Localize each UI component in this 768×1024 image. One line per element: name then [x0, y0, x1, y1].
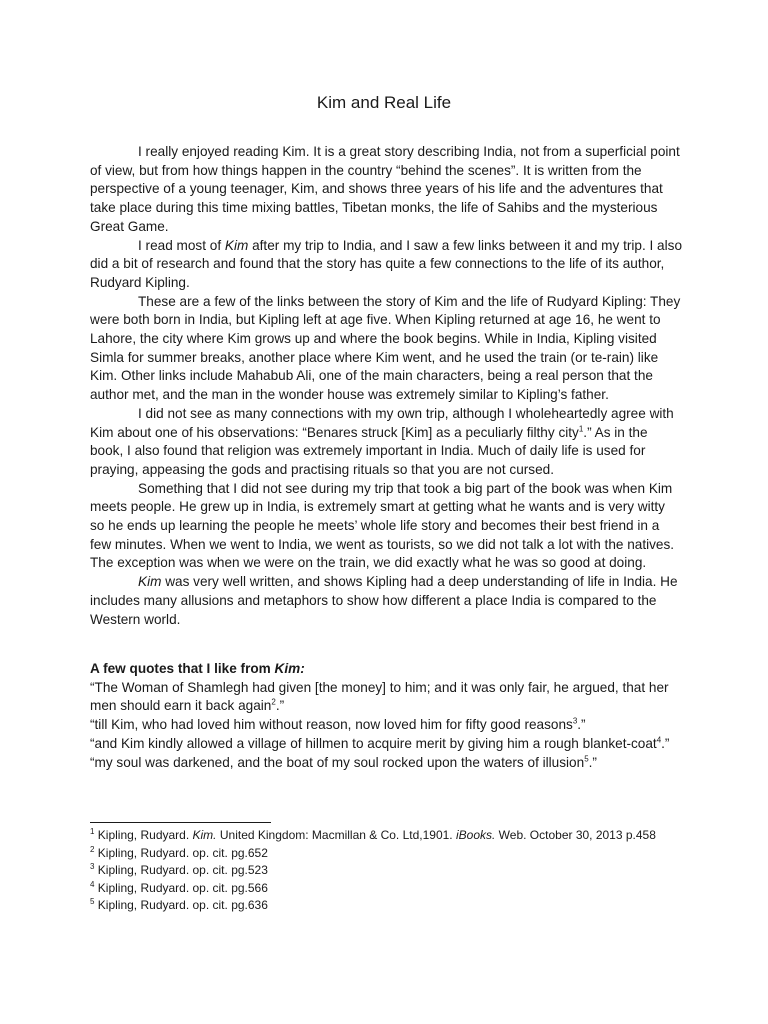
footnote-1-text-a: Kipling, Rudyard.: [94, 828, 193, 842]
quote-4: [90, 754, 682, 773]
footnote-2-text: Kipling, Rudyard. op. cit. pg.652: [94, 845, 268, 860]
footnote-1-text-c: Web. October 30, 2013 p.458: [495, 828, 656, 842]
footnote-ref-5: 5: [584, 753, 589, 763]
quote-4-end: .”: [588, 754, 597, 770]
footnote-4: [90, 880, 682, 898]
quote-3-text: “and Kim kindly allowed a village of hillmen to acquire merit by giving him a rough blanket-coat: [90, 735, 657, 751]
footnote-divider: [90, 822, 271, 823]
quote-2-end: .”: [577, 717, 586, 733]
footnotes: [90, 827, 682, 915]
footnote-1-text-b: United Kingdom: Macmillan & Co. Ltd,1901.: [216, 828, 456, 842]
quote-1-text: “The Woman of Shamlegh had given [the money] to him; and it was only fair, he argued, that her men should earn it back again: [90, 679, 669, 714]
footnote-1-title: Kim.: [192, 828, 217, 842]
paragraph-5: Something that I did not see during my trip that took a big part of the book was when Kim meets people. He grew up in India, is extremely smart at getting what he wants and is very witty so he ends up learning the people he meets’ whole life story and becomes their best friend in a few minutes. When we went to India, we went as tourists, so we did not talk a lot with the natives. The exception was when we were on the train, we did exactly what he was so good at doing.: [90, 480, 675, 571]
quotes-heading-text: A few quotes that I like from: [90, 661, 275, 676]
quote-3-end: .”: [661, 735, 670, 751]
paragraph-6-text: was very well written, and shows Kipling had a deep understanding of life in India. He includes many allusions and metaphors to show how different a place India is compared to the Western world.: [90, 574, 678, 627]
footnote-2-number: 2: [90, 844, 95, 854]
quotes-heading: [90, 660, 682, 679]
footnote-3-text: Kipling, Rudyard. op. cit. pg.523: [94, 863, 268, 878]
footnote-1: [90, 827, 682, 845]
paragraph-4: [90, 405, 682, 480]
footnote-ref-2: 2: [271, 697, 276, 707]
quote-1: [90, 679, 682, 716]
footnote-4-number: 4: [90, 879, 95, 889]
footnote-5: [90, 897, 682, 915]
paragraph-3: These are a few of the links between the story of Kim and the life of Rudyard Kipling: They were both born in India, but Kipling left at age five. When Kipling returned at age 16, he went to Lahore, the city where Kim grows up and where the book begins. While in India, Kipling visited Simla for summer breaks, another place where Kim went, and he used the train (or te-rain) like Kim. Other links include Mahabub Ali, one of the main characters, being a real person that the author met, and the man in the wonder house was extremely similar to Kipling’s father.: [90, 293, 681, 403]
footnote-3-number: 3: [90, 862, 95, 872]
footnote-4-text: Kipling, Rudyard. op. cit. pg.566: [94, 880, 268, 895]
footnote-2: [90, 845, 682, 863]
paragraph-4-text-b: .” As in the book, I also found that religion was extremely important in India. Much of daily life is used for praying, appeasing the gods and practising rituals so that you are not cursed.: [90, 424, 648, 477]
quote-4-text: “my soul was darkened, and the boat of my soul rocked upon the waters of illusion: [90, 754, 585, 770]
paragraph-4-text-a: I did not see as many connections with my own trip, although I wholeheartedly agree with Kim about one of his observations: “Benares struck [Kim] as a peculiarly filthy city: [90, 405, 674, 440]
quote-2: [90, 716, 682, 735]
paragraph-6-title: Kim: [138, 574, 162, 590]
footnote-5-text: Kipling, Rudyard. op. cit. pg.636: [94, 898, 268, 913]
page-title: Kim and Real Life: [316, 93, 452, 112]
quote-2-text: “till Kim, who had loved him without reason, now loved him for fifty good reasons: [90, 717, 573, 733]
footnote-ref-1: 1: [578, 424, 584, 434]
footnote-5-number: 5: [90, 897, 95, 907]
footnote-1-publisher: iBooks.: [455, 828, 496, 842]
paragraph-1: I really enjoyed reading Kim. It is a great story describing India, not from a superficial point of view, but from how things happen in the country “behind the scenes”. It is written from the perspective of a young teenager, Kim, and shows three years of his life and the adventures that take place during this time mixing battles, Tibetan monks, the life of Sahibs and the mysterious Great Game.: [90, 144, 680, 234]
quote-1-end: .”: [275, 698, 285, 714]
paragraph-2-title: Kim: [224, 237, 249, 253]
paragraph-2-text-b: after my trip to India, and I saw a few links between it and my trip. I also did a bit of research and found that the story has quite a few connections to the life of its author, Rudyard Kipling.: [90, 237, 682, 290]
paragraph-2-text-a: I read most of: [138, 237, 225, 253]
essay-body: [90, 143, 682, 629]
footnote-ref-4: 4: [656, 735, 662, 745]
quotes-section: [90, 660, 682, 772]
footnote-1-number: 1: [90, 827, 95, 836]
paragraph-2: [90, 237, 682, 293]
quote-3: [90, 735, 682, 754]
footnote-3: [90, 862, 682, 880]
footnote-ref-3: 3: [572, 716, 578, 726]
paragraph-6: [90, 573, 682, 629]
quotes-heading-title: Kim:: [274, 661, 305, 676]
